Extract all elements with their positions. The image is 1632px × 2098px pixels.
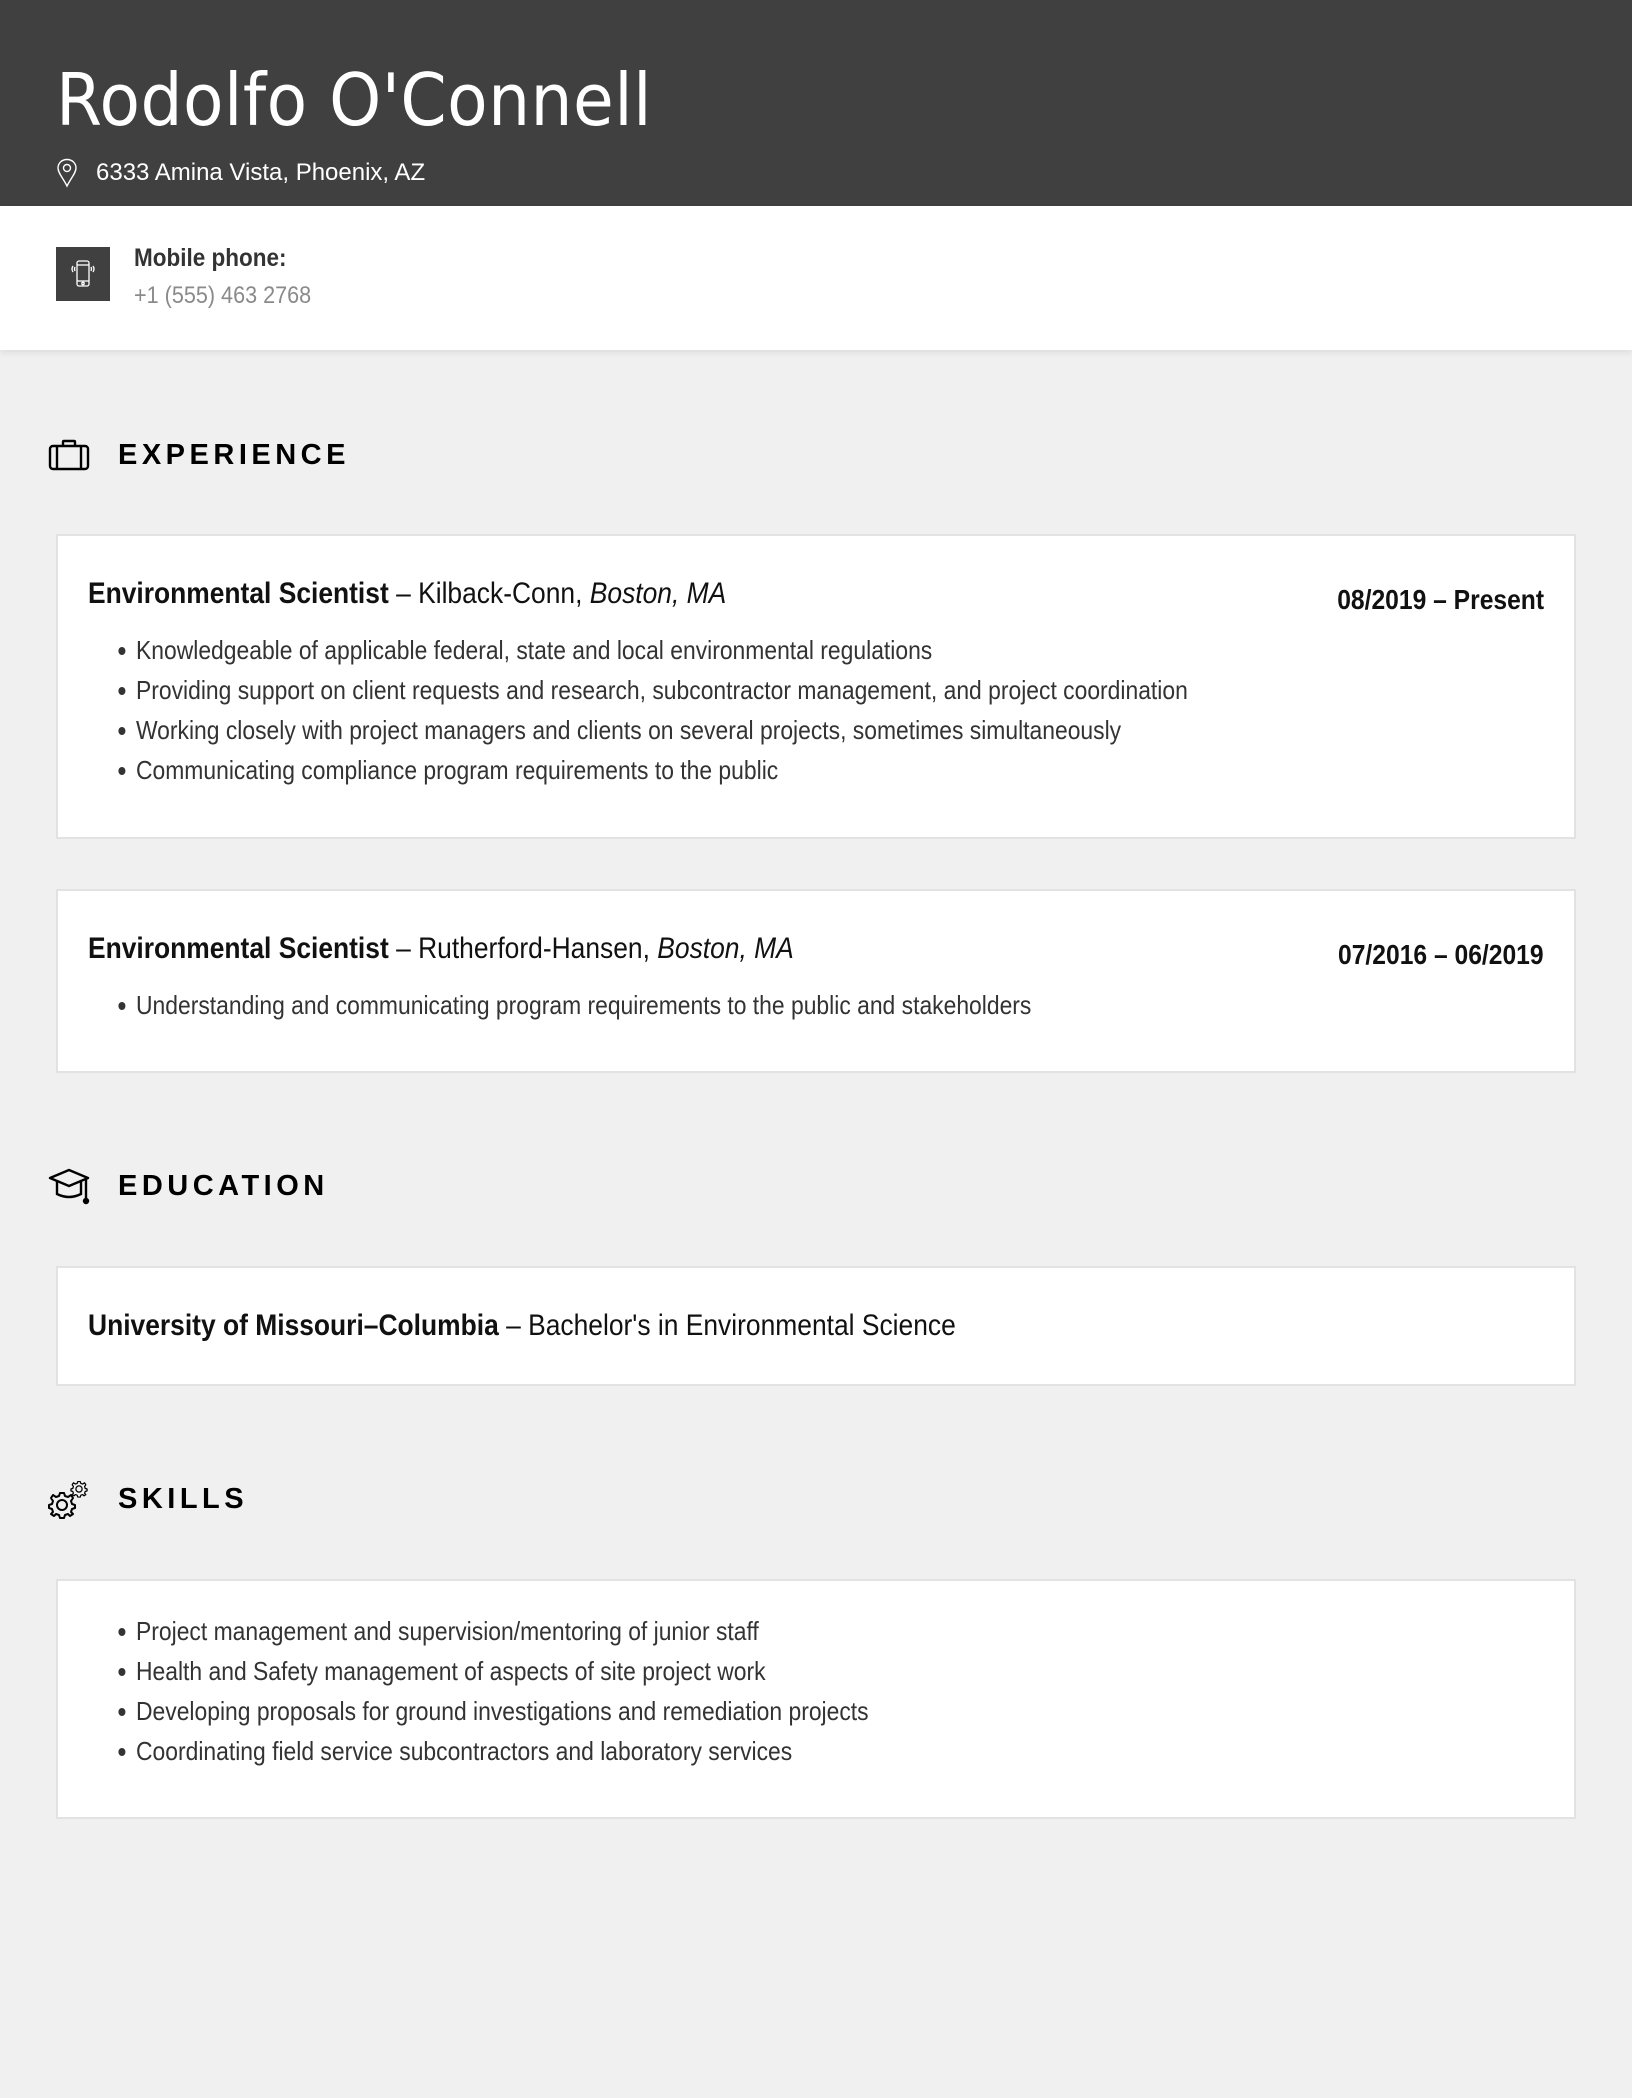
- section-title: EDUCATION: [118, 1170, 329, 1202]
- skills-list: [136, 1611, 969, 1771]
- degree: Bachelor's in Environmental Science: [528, 1309, 956, 1342]
- section-title: EXPERIENCE: [118, 439, 350, 471]
- job-role: Environmental Scientist – Rutherford-Hansen, Boston, MA: [88, 932, 794, 965]
- map-pin-icon: [56, 156, 84, 190]
- job-location: Boston, MA: [657, 932, 794, 965]
- contact-band: [0, 206, 1632, 350]
- job-bullet-list: [136, 630, 1331, 790]
- job-header: [88, 574, 1544, 614]
- list-item: Developing proposals for ground investigations and remediation projects: [136, 1691, 869, 1731]
- experience-card: [56, 889, 1576, 1073]
- resume-header: [0, 0, 1632, 206]
- job-dates: 08/2019 – Present: [1337, 584, 1544, 615]
- job-title: Environmental Scientist: [88, 577, 389, 610]
- education-section-heading: [46, 1163, 329, 1209]
- job-dates: 07/2016 – 06/2019: [1338, 939, 1544, 970]
- skills-card: [56, 1579, 1576, 1819]
- list-item: Coordinating field service subcontractors and laboratory services: [136, 1731, 869, 1771]
- school-name: University of Missouri–Columbia: [88, 1309, 499, 1342]
- mobile-phone-icon: [56, 247, 110, 301]
- education-card: [56, 1266, 1576, 1386]
- education-line: University of Missouri–Columbia – Bachelor's in Environmental Science: [88, 1309, 956, 1342]
- list-item: Providing support on client requests and research, subcontractor management, and project coordination: [136, 670, 1188, 710]
- briefcase-icon: [46, 432, 92, 478]
- list-item: Communicating compliance program requirements to the public: [136, 750, 1188, 790]
- candidate-name: Rodolfo O'Connell: [56, 58, 652, 142]
- list-item: Understanding and communicating program requirements to the public and stakeholders: [136, 985, 1031, 1025]
- skills-section-heading: [46, 1476, 248, 1522]
- address-text: 6333 Amina Vista, Phoenix, AZ: [96, 159, 426, 186]
- list-item: Working closely with project managers and clients on several projects, sometimes simultaneously: [136, 710, 1188, 750]
- address: [56, 156, 425, 190]
- gears-icon: [46, 1476, 92, 1522]
- experience-section-heading: [46, 432, 350, 478]
- job-location: Boston, MA: [589, 577, 727, 610]
- phone-label: Mobile phone:: [134, 244, 287, 272]
- job-bullet-list: [136, 985, 1153, 1025]
- job-title: Environmental Scientist: [88, 932, 389, 965]
- experience-card: [56, 534, 1576, 839]
- list-item: Health and Safety management of aspects of site project work: [136, 1651, 869, 1691]
- job-header: [88, 929, 1544, 969]
- graduation-cap-icon: [46, 1163, 92, 1209]
- education-entry: [88, 1306, 1544, 1346]
- list-item: Project management and supervision/mentoring of junior staff: [136, 1611, 869, 1651]
- company-name: Rutherford-Hansen,: [418, 932, 658, 965]
- company-name: Kilback-Conn,: [418, 577, 590, 610]
- list-item: Knowledgeable of applicable federal, state and local environmental regulations: [136, 630, 1188, 670]
- section-title: SKILLS: [118, 1483, 249, 1515]
- phone-number[interactable]: +1 (555) 463 2768: [134, 282, 312, 309]
- job-role: Environmental Scientist – Kilback-Conn, Boston, MA: [88, 577, 727, 610]
